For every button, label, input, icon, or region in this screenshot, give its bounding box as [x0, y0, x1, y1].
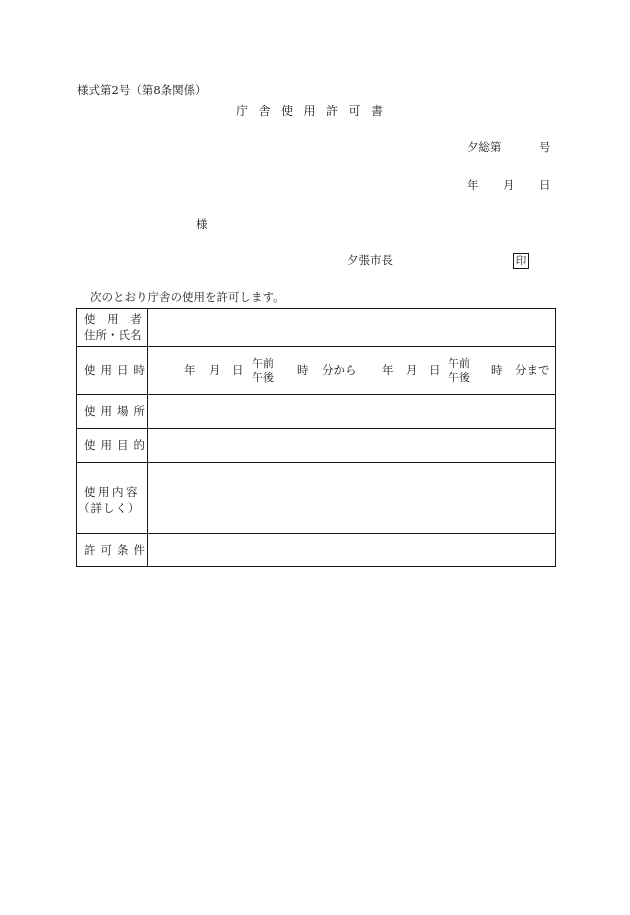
document-title: 庁舎使用許可書: [236, 104, 394, 118]
applicant-label-line2: 住所・氏名: [84, 328, 142, 342]
start-month-label: 月: [209, 363, 221, 377]
applicant-value-cell[interactable]: [148, 309, 555, 346]
content-label-line2: （詳しく）: [78, 501, 141, 515]
doc-number-suffix: 号: [539, 140, 551, 154]
content-value-cell[interactable]: [148, 463, 555, 533]
content-label-line1: 使用内容: [84, 485, 140, 499]
content-row: [77, 462, 555, 533]
start-from-label: 分から: [322, 363, 357, 377]
place-value-cell[interactable]: [148, 395, 555, 428]
issuer-name: 夕張市長: [347, 253, 393, 267]
datetime-label: 使用日時: [84, 363, 150, 377]
conditions-header: [77, 534, 148, 567]
seal-mark: 印: [513, 253, 529, 269]
datetime-value-cell[interactable]: [148, 347, 555, 394]
start-year-label: 年: [184, 363, 196, 377]
end-ampm-label: 午前 午後: [448, 357, 470, 384]
datetime-header: [77, 347, 148, 394]
conditions-label: 許可条件: [84, 543, 150, 557]
applicant-label-line1: 使 用 者: [84, 312, 146, 326]
end-month-label: 月: [406, 363, 418, 377]
applicant-header: [77, 309, 148, 346]
conditions-value-cell[interactable]: [148, 534, 555, 567]
place-label: 使用場所: [84, 404, 150, 418]
addressee-suffix: 様: [196, 217, 208, 231]
form-label: 様式第2号（第8条関係）: [77, 83, 207, 97]
start-ampm-label: 午前 午後: [252, 357, 274, 384]
end-day-label: 日: [429, 363, 441, 377]
place-row: [77, 394, 555, 428]
start-day-label: 日: [232, 363, 244, 377]
intro-text: 次のとおり庁舎の使用を許可します。: [90, 290, 285, 304]
end-hour-label: 時: [491, 363, 503, 377]
conditions-row: [77, 533, 555, 567]
purpose-label: 使用目的: [84, 438, 150, 452]
applicant-row: [77, 309, 555, 346]
doc-number-prefix: 夕総第: [467, 140, 502, 154]
date-month-label: 月: [503, 178, 515, 192]
datetime-row: [77, 346, 555, 394]
purpose-value-cell[interactable]: [148, 429, 555, 462]
date-year-label: 年: [467, 178, 479, 192]
end-until-label: 分まで: [515, 363, 550, 377]
date-day-label: 日: [539, 178, 551, 192]
purpose-row: [77, 428, 555, 462]
start-hour-label: 時: [297, 363, 309, 377]
purpose-header: [77, 429, 148, 462]
content-header: [77, 463, 148, 533]
permit-table: [76, 308, 556, 567]
place-header: [77, 395, 148, 428]
end-year-label: 年: [382, 363, 394, 377]
